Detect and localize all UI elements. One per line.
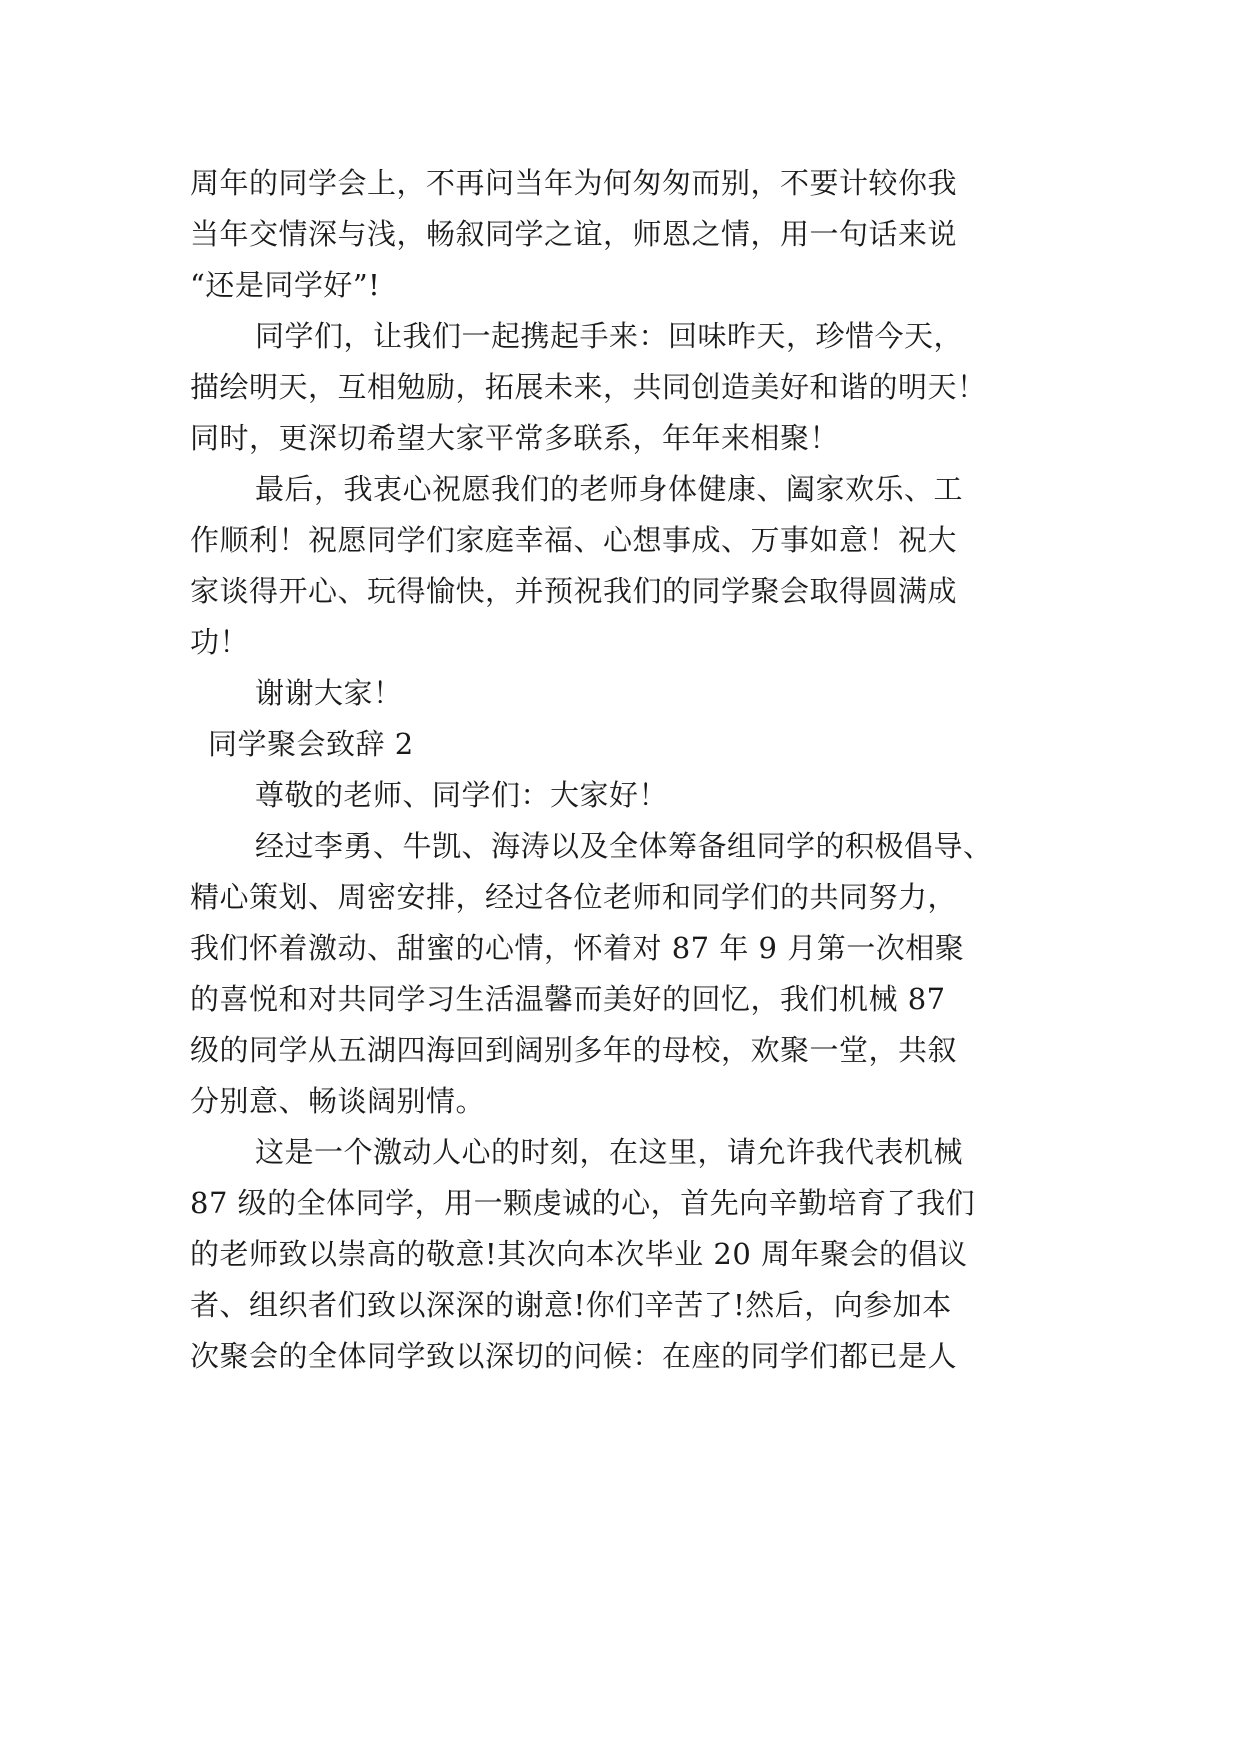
text-line: 描绘明天，互相勉励，拓展未来，共同创造美好和谐的明天！ [190,370,987,404]
text-line: 分别意、畅谈阔别情。 [190,1084,486,1118]
text-line: 87 级的全体同学，用一颗虔诚的心，首先向辛勤培育了我们 [190,1186,976,1220]
text-line: 次聚会的全体同学致以深切的问候：在座的同学们都已是人 [190,1339,958,1373]
section-heading: 同学聚会致辞 2 [208,727,414,761]
paragraph-start-line: 谢谢大家！ [255,676,403,710]
text-line: “还是同学好”! [190,268,381,302]
text-line: 级的同学从五湖四海回到阔别多年的母校，欢聚一堂，共叙 [190,1033,958,1067]
paragraph-start-line: 同学们，让我们一起携起手来：回味昨天，珍惜今天， [255,319,964,353]
salutation-line: 尊敬的老师、同学们：大家好！ [255,778,669,812]
text-line: 我们怀着激动、甜蜜的心情，怀着对 87 年 9 月第一次相聚 [190,931,965,965]
text-line: 家谈得开心、玩得愉快，并预祝我们的同学聚会取得圆满成 [190,574,958,608]
text-line: 的老师致以崇高的敬意!其次向本次毕业 20 周年聚会的倡议 [190,1237,968,1271]
text-line: 当年交情深与浅，畅叙同学之谊，师恩之情，用一句话来说 [190,217,958,251]
text-line: 作顺利！祝愿同学们家庭幸福、心想事成、万事如意！祝大 [190,523,958,557]
text-line: 的喜悦和对共同学习生活温馨而美好的回忆，我们机械 87 [190,982,946,1016]
document-body [190,158,1060,1382]
text-line: 功！ [190,625,250,659]
text-line: 精心策划、周密安排，经过各位老师和同学们的共同努力， [190,880,958,914]
paragraph-start-line: 经过李勇、牛凯、海涛以及全体筹备组同学的积极倡导、 [255,829,993,863]
paragraph-start-line: 最后，我衷心祝愿我们的老师身体健康、阖家欢乐、工 [255,472,964,506]
paragraph-start-line: 这是一个激动人心的时刻，在这里，请允许我代表机械 [255,1135,964,1169]
text-line: 周年的同学会上，不再问当年为何匆匆而别，不要计较你我 [190,166,958,200]
text-line: 同时，更深切希望大家平常多联系，年年来相聚！ [190,421,840,455]
text-line: 者、组织者们致以深深的谢意!你们辛苦了!然后，向参加本 [190,1288,952,1322]
